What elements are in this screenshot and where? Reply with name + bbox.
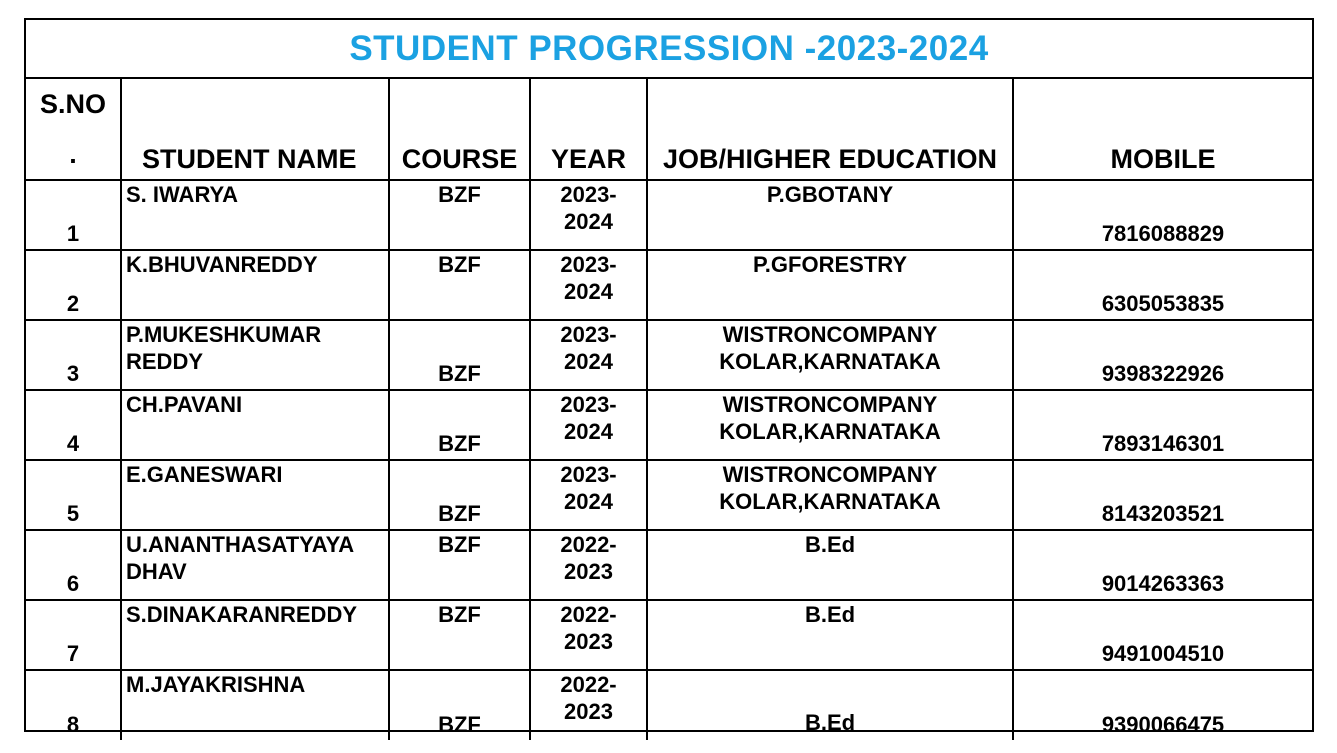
year-part: 2023 xyxy=(564,699,613,724)
cell-year xyxy=(530,390,647,460)
year-part: 2023- xyxy=(560,182,617,207)
table-header-row xyxy=(26,79,1312,180)
year-part: 2022- xyxy=(560,672,617,697)
cell-year xyxy=(530,600,647,670)
year-part: 2024 xyxy=(564,209,613,234)
cell-mobile: 9390066475 xyxy=(1013,670,1312,740)
title-band xyxy=(26,20,1312,79)
table-row xyxy=(26,320,1312,390)
cell-sno: 5 xyxy=(26,460,121,530)
cell-student-name: K.BHUVANREDDY xyxy=(121,250,389,320)
cell-mobile: 9398322926 xyxy=(1013,320,1312,390)
cell-student-name: CH.PAVANI xyxy=(121,390,389,460)
year-part: 2023- xyxy=(560,392,617,417)
cell-course: BZF xyxy=(389,460,530,530)
table-row xyxy=(26,390,1312,460)
cell-student-name: S.DINAKARANREDDY xyxy=(121,600,389,670)
header-sno-label: S.NO . xyxy=(39,89,106,169)
table-row xyxy=(26,460,1312,530)
cell-year xyxy=(530,180,647,250)
cell-year xyxy=(530,460,647,530)
cell-student-name: S. IWARYA xyxy=(121,180,389,250)
cell-year xyxy=(530,530,647,600)
cell-year xyxy=(530,320,647,390)
header-job: JOB/HIGHER EDUCATION xyxy=(647,79,1013,180)
cell-student-name: U.ANANTHASATYAYA DHAV xyxy=(121,530,389,600)
year-part: 2023- xyxy=(560,322,617,347)
year-part: 2024 xyxy=(564,489,613,514)
page-title: STUDENT PROGRESSION -2023-2024 xyxy=(349,28,989,68)
cell-mobile: 8143203521 xyxy=(1013,460,1312,530)
table-row xyxy=(26,670,1312,740)
cell-sno: 4 xyxy=(26,390,121,460)
cell-mobile: 6305053835 xyxy=(1013,250,1312,320)
year-part: 2024 xyxy=(564,279,613,304)
header-course: COURSE xyxy=(389,79,530,180)
cell-course: BZF xyxy=(389,180,530,250)
cell-student-name: E.GANESWARI xyxy=(121,460,389,530)
student-table xyxy=(26,79,1312,740)
cell-sno: 8 xyxy=(26,670,121,740)
year-part: 2024 xyxy=(564,349,613,374)
year-part: 2024 xyxy=(564,419,613,444)
cell-sno: 6 xyxy=(26,530,121,600)
header-mobile: MOBILE xyxy=(1013,79,1312,180)
table-row xyxy=(26,600,1312,670)
header-sno xyxy=(26,79,121,180)
cell-sno: 3 xyxy=(26,320,121,390)
cell-mobile: 9014263363 xyxy=(1013,530,1312,600)
year-part: 2023- xyxy=(560,462,617,487)
cell-year xyxy=(530,250,647,320)
cell-course: BZF xyxy=(389,390,530,460)
header-year: YEAR xyxy=(530,79,647,180)
cell-sno: 7 xyxy=(26,600,121,670)
header-student-name: STUDENT NAME xyxy=(121,79,389,180)
cell-year xyxy=(530,670,647,740)
cell-mobile: 7893146301 xyxy=(1013,390,1312,460)
cell-course: BZF xyxy=(389,530,530,600)
cell-job: B.Ed xyxy=(647,600,1013,670)
year-part: 2022- xyxy=(560,602,617,627)
cell-job: B.Ed xyxy=(647,670,1013,740)
cell-sno: 1 xyxy=(26,180,121,250)
cell-student-name: M.JAYAKRISHNA xyxy=(121,670,389,740)
cell-course: BZF xyxy=(389,250,530,320)
year-part: 2023 xyxy=(564,629,613,654)
cell-sno: 2 xyxy=(26,250,121,320)
cell-job: B.Ed xyxy=(647,530,1013,600)
cell-course: BZF xyxy=(389,320,530,390)
student-progression-sheet xyxy=(24,18,1314,737)
cell-job: WISTRONCOMPANY KOLAR,KARNATAKA xyxy=(647,320,1013,390)
table-row xyxy=(26,180,1312,250)
cell-mobile: 9491004510 xyxy=(1013,600,1312,670)
cell-job: WISTRONCOMPANY KOLAR,KARNATAKA xyxy=(647,390,1013,460)
cell-student-name: P.MUKESHKUMAR REDDY xyxy=(121,320,389,390)
cell-job: P.GBOTANY xyxy=(647,180,1013,250)
cell-course: BZF xyxy=(389,600,530,670)
year-part: 2023- xyxy=(560,252,617,277)
cell-job: WISTRONCOMPANY KOLAR,KARNATAKA xyxy=(647,460,1013,530)
table-row xyxy=(26,250,1312,320)
table-row xyxy=(26,530,1312,600)
cell-mobile: 7816088829 xyxy=(1013,180,1312,250)
cell-job: P.GFORESTRY xyxy=(647,250,1013,320)
cell-course: BZF xyxy=(389,670,530,740)
year-part: 2022- xyxy=(560,532,617,557)
year-part: 2023 xyxy=(564,559,613,584)
